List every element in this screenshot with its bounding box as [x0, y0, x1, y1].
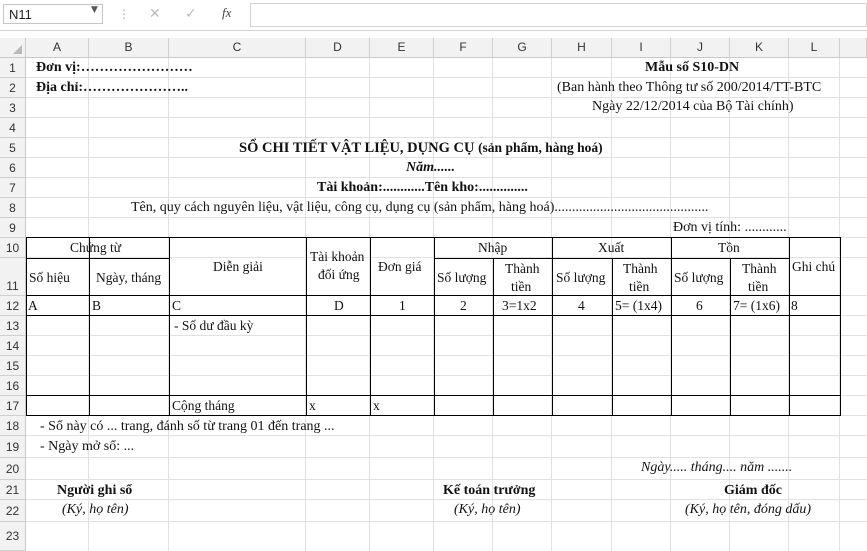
- header-ton: Tồn: [718, 240, 740, 255]
- formula-bar-grip-icon: ⋮: [118, 7, 130, 21]
- code-c: C: [172, 298, 182, 313]
- gridline-horizontal: [26, 335, 867, 336]
- signer-chief-accountant: Kế toán trưởng: [443, 483, 536, 498]
- table-border: [26, 237, 27, 416]
- table-border: [169, 237, 170, 416]
- row-header-11[interactable]: 11: [0, 258, 26, 296]
- address-label: Địa chỉ:…………………..: [36, 80, 189, 95]
- header-chungtu: Chứng từ: [70, 240, 122, 255]
- header-ton-tien: tiền: [748, 279, 769, 294]
- row-header-1[interactable]: 1: [0, 58, 26, 78]
- row-header-21[interactable]: 21: [0, 480, 26, 500]
- account-label: Tài khoản:............Tên kho:..............: [317, 180, 528, 195]
- column-header-h[interactable]: H: [552, 38, 612, 58]
- column-header-a[interactable]: A: [26, 38, 89, 58]
- row-header-5[interactable]: 5: [0, 138, 26, 158]
- code-3: 3=1x2: [502, 298, 537, 313]
- monthly-total-d: x: [309, 398, 316, 413]
- row-header-18[interactable]: 18: [0, 416, 26, 436]
- header-doiung: đối ứng: [318, 267, 360, 282]
- column-header-f[interactable]: F: [434, 38, 493, 58]
- name-box-dropdown-icon[interactable]: ▼: [91, 5, 98, 15]
- gridline-horizontal: [26, 217, 867, 218]
- enter-icon[interactable]: ✓: [185, 6, 197, 22]
- column-header-e[interactable]: E: [370, 38, 434, 58]
- header-ton-soluong: Số lượng: [674, 270, 724, 285]
- year-label: Năm......: [406, 160, 455, 175]
- row-header-14[interactable]: 14: [0, 336, 26, 356]
- row-header-17[interactable]: 17: [0, 396, 26, 416]
- code-a: A: [28, 298, 38, 313]
- ledger-title-sub: (sản phẩm, hàng hoá): [478, 140, 603, 155]
- header-ghichu: Ghi chú: [792, 259, 836, 274]
- monthly-total-label: Cộng tháng: [172, 398, 235, 413]
- code-b: B: [92, 298, 102, 313]
- open-date-note: - Ngày mở sổ: ...: [40, 439, 135, 454]
- column-header-i[interactable]: I: [612, 38, 671, 58]
- signer-chief-accountant-note: (Ký, họ tên): [454, 502, 521, 517]
- ledger-title-main: SỔ CHI TIẾT VẬT LIỆU, DỤNG CỤ: [239, 140, 475, 156]
- regulation-date: Ngày 22/12/2014 của Bộ Tài chính): [592, 99, 794, 114]
- page-count-note: - Sổ này có ... trang, đánh số từ trang 01 đến trang ...: [40, 419, 335, 434]
- row-header-22[interactable]: 22: [0, 500, 26, 522]
- code-8: 8: [791, 298, 798, 313]
- table-border: [89, 237, 90, 238]
- row-header-19[interactable]: 19: [0, 436, 26, 458]
- row-header-7[interactable]: 7: [0, 178, 26, 198]
- column-header-d[interactable]: D: [306, 38, 370, 58]
- column-header-g[interactable]: G: [493, 38, 552, 58]
- signer-recorder-note: (Ký, họ tên): [62, 502, 129, 517]
- select-all-button[interactable]: [0, 38, 26, 58]
- row-header-16[interactable]: 16: [0, 376, 26, 396]
- table-border: [612, 258, 613, 416]
- table-border: [552, 237, 553, 416]
- row-header-2[interactable]: 2: [0, 78, 26, 98]
- row-header-4[interactable]: 4: [0, 118, 26, 138]
- column-header-l[interactable]: L: [789, 38, 840, 58]
- row-header-20[interactable]: 20: [0, 458, 26, 480]
- gridline-horizontal: [26, 521, 867, 522]
- code-6: 6: [696, 298, 703, 313]
- header-ton-thanh: Thành: [742, 261, 777, 276]
- ledger-title: [239, 140, 603, 157]
- header-taikhoan: Tài khoản: [310, 249, 365, 264]
- column-header-k[interactable]: K: [730, 38, 789, 58]
- column-header-b[interactable]: B: [89, 38, 169, 58]
- gridline-horizontal: [26, 457, 867, 458]
- table-border: [306, 237, 307, 416]
- regulation-note: (Ban hành theo Thông tư số 200/2014/TT-BTC: [557, 80, 822, 95]
- signer-director: Giám đốc: [724, 483, 782, 498]
- header-ngaythang: Ngày, tháng: [96, 270, 162, 285]
- gridline-horizontal: [26, 77, 867, 78]
- row-header-9[interactable]: 9: [0, 218, 26, 238]
- header-nhap-thanh: Thành: [505, 261, 540, 276]
- header-diengiai: Diễn giải: [213, 259, 263, 274]
- row-header-15[interactable]: 15: [0, 356, 26, 376]
- code-7: 7= (1x6): [733, 298, 780, 313]
- column-header-j[interactable]: J: [671, 38, 730, 58]
- table-border: [789, 237, 790, 416]
- gridline-horizontal: [26, 137, 867, 138]
- spec-label: Tên, quy cách nguyên liệu, vật liệu, công cụ, dụng cụ (sản phẩm, hàng hoá)............................................: [131, 200, 709, 215]
- signer-director-note: (Ký, họ tên, đóng dấu): [685, 502, 811, 517]
- date-line: Ngày..... tháng.... năm .......: [641, 460, 793, 475]
- row-header-13[interactable]: 13: [0, 316, 26, 336]
- monthly-total-e: x: [373, 398, 380, 413]
- unit-of-measure: Đơn vị tính: ............: [673, 220, 787, 235]
- gridline-horizontal: [26, 375, 867, 376]
- header-dongia: Đơn giá: [378, 259, 422, 274]
- table-border: [840, 237, 841, 416]
- header-xuat-soluong: Số lượng: [556, 270, 606, 285]
- form-code: Mẫu số S10-DN: [645, 60, 740, 75]
- row-header-12[interactable]: 12: [0, 296, 26, 316]
- column-header-filler: [840, 38, 867, 58]
- code-2: 2: [460, 298, 467, 313]
- row-header-8[interactable]: 8: [0, 198, 26, 218]
- name-box[interactable]: N11: [3, 4, 103, 24]
- header-xuat-thanh: Thành: [623, 261, 658, 276]
- header-sohieu: Số hiệu: [29, 270, 70, 285]
- cancel-icon[interactable]: ✕: [149, 6, 161, 22]
- table-border: [370, 237, 371, 416]
- gridline-horizontal: [26, 479, 867, 480]
- table-border: [671, 237, 672, 416]
- header-nhap: Nhập: [478, 240, 508, 255]
- code-d: D: [334, 298, 344, 313]
- gridline-horizontal: [26, 97, 867, 98]
- unit-label: Đơn vị:……………………: [36, 60, 193, 75]
- table-border: [434, 237, 435, 416]
- column-header-c[interactable]: C: [169, 38, 306, 58]
- signer-recorder: Người ghi sổ: [57, 483, 133, 498]
- code-5: 5= (1x4): [615, 298, 662, 313]
- gridline-horizontal: [26, 117, 867, 118]
- row-header-3[interactable]: 3: [0, 98, 26, 118]
- gridline-horizontal: [26, 157, 867, 158]
- insert-function-button[interactable]: fx: [222, 5, 232, 20]
- header-nhap-soluong: Số lượng: [437, 270, 487, 285]
- table-border: [493, 258, 494, 416]
- code-4: 4: [578, 298, 585, 313]
- gridline-horizontal: [26, 177, 867, 178]
- formula-bar: [0, 0, 867, 31]
- table-border: [26, 258, 170, 259]
- opening-balance-label: - Số dư đầu kỳ: [174, 318, 254, 333]
- row-header-23[interactable]: 23: [0, 522, 26, 551]
- row-header-6[interactable]: 6: [0, 158, 26, 178]
- formula-input[interactable]: [250, 3, 867, 27]
- table-border: [730, 258, 731, 416]
- gridline-horizontal: [26, 435, 867, 436]
- code-1: 1: [399, 298, 406, 313]
- gridline-horizontal: [26, 499, 867, 500]
- row-header-10[interactable]: 10: [0, 238, 26, 258]
- table-border: [89, 237, 90, 416]
- header-nhap-tien: tiền: [511, 279, 532, 294]
- header-xuat: Xuất: [598, 240, 625, 255]
- gridline-horizontal: [26, 355, 867, 356]
- header-xuat-tien: tiền: [629, 279, 650, 294]
- gridline-horizontal: [26, 197, 867, 198]
